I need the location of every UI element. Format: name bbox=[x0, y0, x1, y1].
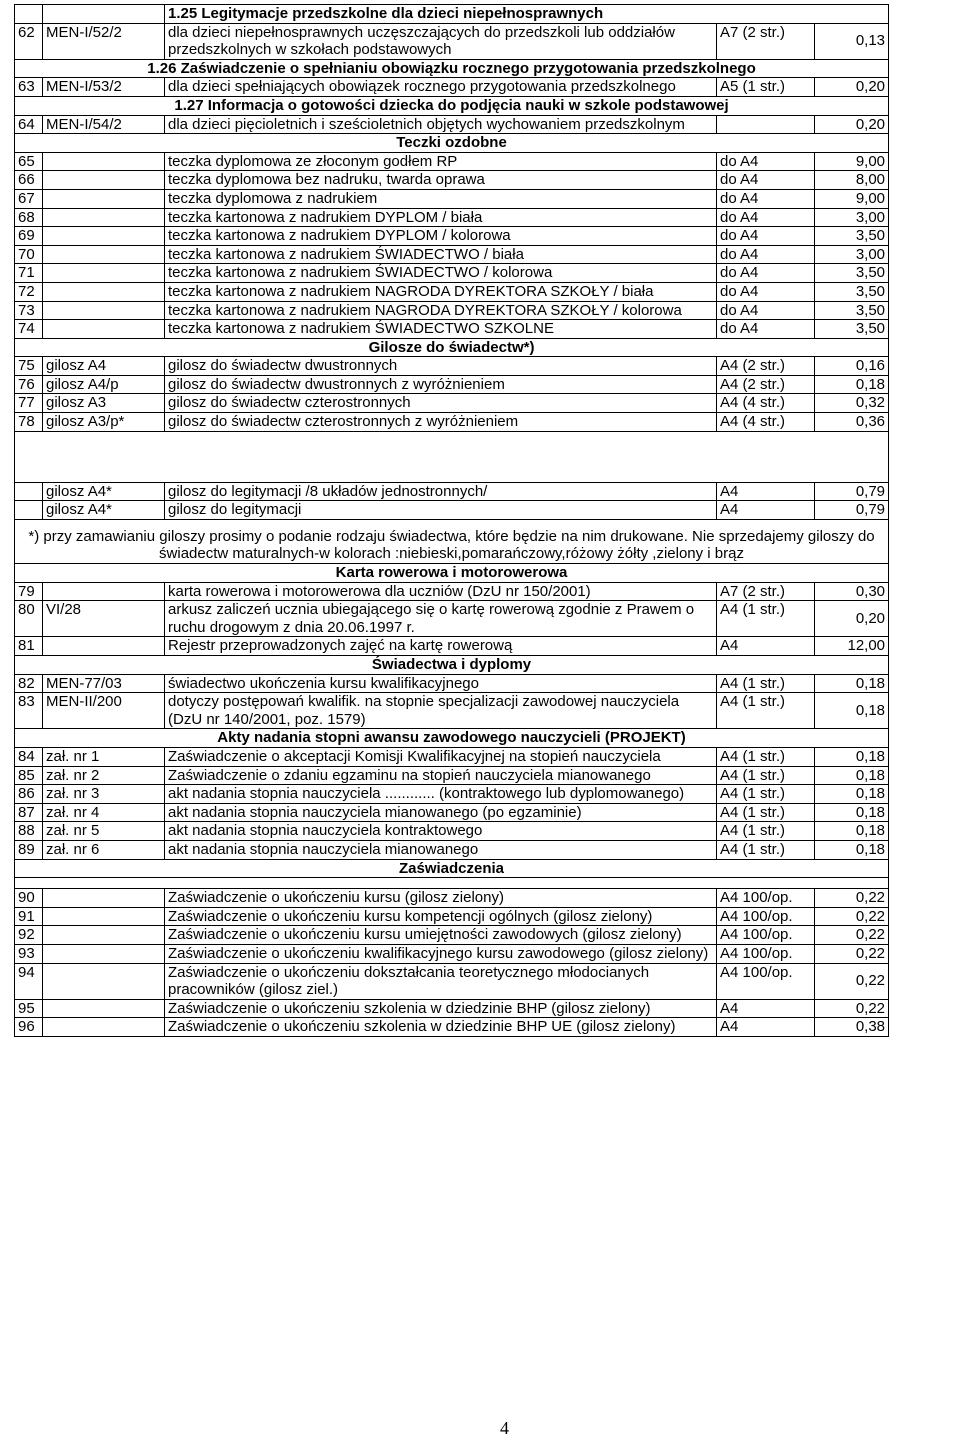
item-format: do A4 bbox=[717, 189, 815, 208]
gilosze-extra-rows bbox=[15, 482, 889, 519]
item-description: Zaświadczenie o ukończeniu kursu (gilosz zielony) bbox=[165, 889, 717, 908]
table-row bbox=[15, 926, 889, 945]
table-row bbox=[15, 501, 889, 520]
item-description: dla dzieci pięcioletnich i sześcioletnich objętych wychowaniem przedszkolnym bbox=[165, 115, 717, 134]
item-format: A4 bbox=[717, 501, 815, 520]
form-code: zał. nr 3 bbox=[43, 785, 165, 804]
form-code: MEN-II/200 bbox=[43, 693, 165, 729]
form-code: MEN-77/03 bbox=[43, 674, 165, 693]
item-description: teczka kartonowa z nadrukiem NAGRODA DYREKTORA SZKOŁY / kolorowa bbox=[165, 301, 717, 320]
table-row bbox=[15, 907, 889, 926]
item-format: A4 (1 str.) bbox=[717, 803, 815, 822]
item-format: A4 100/op. bbox=[717, 926, 815, 945]
item-format: A5 (1 str.) bbox=[717, 78, 815, 97]
table-row bbox=[15, 152, 889, 171]
item-format: do A4 bbox=[717, 282, 815, 301]
form-code: zał. nr 6 bbox=[43, 840, 165, 859]
form-code: MEN-I/52/2 bbox=[43, 23, 165, 59]
gilosze-rows bbox=[15, 357, 889, 431]
section-title: Świadectwa i dyplomy bbox=[15, 656, 889, 675]
item-description: gilosz do świadectw czterostronnych bbox=[165, 394, 717, 413]
item-format: do A4 bbox=[717, 152, 815, 171]
item-description: gilosz do świadectw dwustronnych z wyróżnieniem bbox=[165, 375, 717, 394]
item-format: A4 bbox=[717, 1018, 815, 1037]
item-price: 0,18 bbox=[815, 693, 889, 729]
item-description: teczka kartonowa z nadrukiem DYPLOM / kolorowa bbox=[165, 227, 717, 246]
item-description: akt nadania stopnia nauczyciela mianowanego (po egzaminie) bbox=[165, 803, 717, 822]
form-code bbox=[43, 1018, 165, 1037]
item-price: 0,79 bbox=[815, 482, 889, 501]
item-format: A4 100/op. bbox=[717, 889, 815, 908]
item-format: A4 100/op. bbox=[717, 907, 815, 926]
item-price: 0,22 bbox=[815, 963, 889, 999]
form-code bbox=[43, 208, 165, 227]
table-row bbox=[15, 189, 889, 208]
table-row bbox=[15, 582, 889, 601]
row-number: 80 bbox=[15, 601, 43, 637]
table-row bbox=[15, 171, 889, 190]
form-code: gilosz A3 bbox=[43, 394, 165, 413]
row-number bbox=[15, 501, 43, 520]
row-number: 81 bbox=[15, 637, 43, 656]
item-price: 3,50 bbox=[815, 264, 889, 283]
section-title: Zaświadczenia bbox=[15, 859, 889, 878]
item-description: dla dzieci niepełnosprawnych uczęszczających do przedszkoli lub oddziałów przedszkolnych w szkołach podstawowych bbox=[165, 23, 717, 59]
table-row bbox=[15, 375, 889, 394]
price-table bbox=[14, 4, 889, 1037]
item-format: do A4 bbox=[717, 264, 815, 283]
table-row bbox=[15, 320, 889, 339]
item-description: gilosz do świadectw dwustronnych bbox=[165, 357, 717, 376]
item-price: 0,22 bbox=[815, 907, 889, 926]
item-format: do A4 bbox=[717, 208, 815, 227]
item-price: 0,18 bbox=[815, 375, 889, 394]
form-code: gilosz A4/p bbox=[43, 375, 165, 394]
form-code: gilosz A4 bbox=[43, 357, 165, 376]
row-number: 73 bbox=[15, 301, 43, 320]
item-description: karta rowerowa i motorowerowa dla uczniów (DzU nr 150/2001) bbox=[165, 582, 717, 601]
item-price: 0,36 bbox=[815, 413, 889, 432]
item-price: 8,00 bbox=[815, 171, 889, 190]
row-number: 83 bbox=[15, 693, 43, 729]
row-number: 78 bbox=[15, 413, 43, 432]
row-number: 88 bbox=[15, 822, 43, 841]
item-price: 3,00 bbox=[815, 245, 889, 264]
zaswiadczenia-rows bbox=[15, 889, 889, 1037]
teczki-rows bbox=[15, 152, 889, 338]
item-price: 0,22 bbox=[815, 889, 889, 908]
item-price: 0,13 bbox=[815, 23, 889, 59]
section-header bbox=[15, 338, 889, 357]
form-code bbox=[43, 907, 165, 926]
section-header bbox=[15, 859, 889, 878]
item-format: do A4 bbox=[717, 245, 815, 264]
table-row bbox=[15, 601, 889, 637]
item-price: 0,20 bbox=[815, 115, 889, 134]
item-description: teczka kartonowa z nadrukiem ŚWIADECTWO SZKOLNE bbox=[165, 320, 717, 339]
row-number bbox=[15, 482, 43, 501]
form-code: zał. nr 1 bbox=[43, 747, 165, 766]
item-format: A4 (4 str.) bbox=[717, 394, 815, 413]
row-number: 86 bbox=[15, 785, 43, 804]
table-row bbox=[15, 115, 889, 134]
section-title: 1.26 Zaświadczenie o spełnianiu obowiązku rocznego przygotowania przedszkolnego bbox=[15, 59, 889, 78]
row-number: 65 bbox=[15, 152, 43, 171]
form-code bbox=[43, 320, 165, 339]
section-header bbox=[15, 96, 889, 115]
item-description: Zaświadczenie o ukończeniu szkolenia w dziedzinie BHP UE (gilosz zielony) bbox=[165, 1018, 717, 1037]
row-number: 93 bbox=[15, 944, 43, 963]
item-description: Zaświadczenie o ukończeniu dokształcania teoretycznego młodocianych pracowników (gilosz ziel.) bbox=[165, 963, 717, 999]
row-number: 85 bbox=[15, 766, 43, 785]
item-description: Zaświadczenie o ukończeniu kursu umiejętności zawodowych (gilosz zielony) bbox=[165, 926, 717, 945]
section-header bbox=[15, 656, 889, 675]
table-row bbox=[15, 999, 889, 1018]
row-number: 66 bbox=[15, 171, 43, 190]
table-row bbox=[15, 227, 889, 246]
item-format bbox=[717, 115, 815, 134]
item-format: A7 (2 str.) bbox=[717, 582, 815, 601]
page-number: 4 bbox=[500, 1418, 509, 1438]
section-title: Gilosze do świadectw*) bbox=[15, 338, 889, 357]
item-description: Zaświadczenie o akceptacji Komisji Kwalifikacyjnej na stopień nauczyciela bbox=[165, 747, 717, 766]
section-title: 1.27 Informacja o gotowości dziecka do podjęcia nauki w szkole podstawowej bbox=[15, 96, 889, 115]
item-description: gilosz do świadectw czterostronnych z wyróżnieniem bbox=[165, 413, 717, 432]
table-row bbox=[15, 766, 889, 785]
item-format: A4 100/op. bbox=[717, 944, 815, 963]
item-description: akt nadania stopnia nauczyciela kontraktowego bbox=[165, 822, 717, 841]
item-format: A4 bbox=[717, 637, 815, 656]
form-code bbox=[43, 963, 165, 999]
row-number: 94 bbox=[15, 963, 43, 999]
row-number: 89 bbox=[15, 840, 43, 859]
item-description: teczka dyplomowa z nadrukiem bbox=[165, 189, 717, 208]
item-price: 0,18 bbox=[815, 785, 889, 804]
table-row bbox=[15, 301, 889, 320]
row-number: 77 bbox=[15, 394, 43, 413]
row-number: 71 bbox=[15, 264, 43, 283]
form-code: gilosz A3/p* bbox=[43, 413, 165, 432]
item-format: A4 (1 str.) bbox=[717, 822, 815, 841]
form-code: gilosz A4* bbox=[43, 501, 165, 520]
item-description: dla dzieci spełniających obowiązek rocznego przygotowania przedszkolnego bbox=[165, 78, 717, 97]
row-number: 79 bbox=[15, 582, 43, 601]
item-format: A4 (1 str.) bbox=[717, 766, 815, 785]
item-price: 3,50 bbox=[815, 320, 889, 339]
section-header bbox=[15, 59, 889, 78]
item-format: A4 (1 str.) bbox=[717, 840, 815, 859]
item-description: arkusz zaliczeń ucznia ubiegającego się o kartę rowerową zgodnie z Prawem o ruchu drogowym z dnia 20.06.1997 r. bbox=[165, 601, 717, 637]
item-price: 0,18 bbox=[815, 674, 889, 693]
table-row bbox=[15, 413, 889, 432]
table-row bbox=[15, 357, 889, 376]
form-code bbox=[43, 944, 165, 963]
item-description: teczka kartonowa z nadrukiem NAGRODA DYREKTORA SZKOŁY / biała bbox=[165, 282, 717, 301]
item-format: do A4 bbox=[717, 227, 815, 246]
row-number: 64 bbox=[15, 115, 43, 134]
item-price: 0,20 bbox=[815, 78, 889, 97]
item-price: 0,20 bbox=[815, 601, 889, 637]
form-code: VI/28 bbox=[43, 601, 165, 637]
form-code: gilosz A4* bbox=[43, 482, 165, 501]
row-number: 84 bbox=[15, 747, 43, 766]
form-code: MEN-I/53/2 bbox=[43, 78, 165, 97]
item-price: 0,38 bbox=[815, 1018, 889, 1037]
form-code bbox=[43, 171, 165, 190]
karta-rows bbox=[15, 582, 889, 655]
item-price: 3,50 bbox=[815, 301, 889, 320]
table-row bbox=[15, 637, 889, 656]
row-number: 87 bbox=[15, 803, 43, 822]
item-format: A4 (1 str.) bbox=[717, 785, 815, 804]
item-price: 0,30 bbox=[815, 582, 889, 601]
price-list-page bbox=[14, 4, 888, 1037]
form-code bbox=[43, 245, 165, 264]
item-price: 0,18 bbox=[815, 803, 889, 822]
item-price: 0,79 bbox=[815, 501, 889, 520]
row-number: 90 bbox=[15, 889, 43, 908]
gilosze-note: *) przy zamawianiu giloszy prosimy o podanie rodzaju świadectwa, które będzie na nim drukowane. Nie sprzedajemy giloszy do świadectw maturalnych-w kolorach :niebieski,pomarańczowy,różowy żółty ,zielony i brąz bbox=[15, 519, 889, 563]
form-code bbox=[43, 227, 165, 246]
row-number: 96 bbox=[15, 1018, 43, 1037]
item-price: 9,00 bbox=[815, 152, 889, 171]
table-row bbox=[15, 1018, 889, 1037]
row-number: 76 bbox=[15, 375, 43, 394]
table-row bbox=[15, 78, 889, 97]
row-number: 69 bbox=[15, 227, 43, 246]
item-price: 3,50 bbox=[815, 282, 889, 301]
row-number: 63 bbox=[15, 78, 43, 97]
item-description: teczka kartonowa z nadrukiem DYPLOM / biała bbox=[165, 208, 717, 227]
item-description: akt nadania stopnia nauczyciela mianowanego bbox=[165, 840, 717, 859]
table-row bbox=[15, 889, 889, 908]
item-description: dotyczy postępowań kwalifik. na stopnie specjalizacji zawodowej nauczyciela (DzU nr 140/2001, poz. 1579) bbox=[165, 693, 717, 729]
item-price: 3,50 bbox=[815, 227, 889, 246]
form-code bbox=[43, 637, 165, 656]
table-row bbox=[15, 840, 889, 859]
item-format: A4 (2 str.) bbox=[717, 357, 815, 376]
table-row bbox=[15, 944, 889, 963]
item-price: 9,00 bbox=[815, 189, 889, 208]
item-format: do A4 bbox=[717, 171, 815, 190]
item-format: do A4 bbox=[717, 320, 815, 339]
form-code: zał. nr 5 bbox=[43, 822, 165, 841]
form-code: MEN-I/54/2 bbox=[43, 115, 165, 134]
form-code bbox=[43, 264, 165, 283]
spacer-row bbox=[15, 878, 889, 889]
row-number: 62 bbox=[15, 23, 43, 59]
form-code: zał. nr 4 bbox=[43, 803, 165, 822]
section-header bbox=[15, 729, 889, 748]
table-row bbox=[15, 747, 889, 766]
item-price: 0,22 bbox=[815, 944, 889, 963]
table-row bbox=[15, 482, 889, 501]
section-title: Teczki ozdobne bbox=[15, 134, 889, 153]
form-code bbox=[43, 999, 165, 1018]
item-description: Zaświadczenie o ukończeniu kursu kompetencji ogólnych (gilosz zielony) bbox=[165, 907, 717, 926]
item-price: 0,18 bbox=[815, 822, 889, 841]
section-header bbox=[15, 5, 889, 24]
item-description: teczka dyplomowa ze złoconym godłem RP bbox=[165, 152, 717, 171]
item-description: teczka kartonowa z nadrukiem ŚWIADECTWO / biała bbox=[165, 245, 717, 264]
row-number: 92 bbox=[15, 926, 43, 945]
table-row bbox=[15, 693, 889, 729]
table-row bbox=[15, 963, 889, 999]
table-row bbox=[15, 264, 889, 283]
item-format: A4 100/op. bbox=[717, 963, 815, 999]
item-price: 0,16 bbox=[815, 357, 889, 376]
item-price: 0,18 bbox=[815, 840, 889, 859]
table-row bbox=[15, 822, 889, 841]
item-format: A4 bbox=[717, 999, 815, 1018]
item-description: akt nadania stopnia nauczyciela ............ (kontraktowego lub dyplomowanego) bbox=[165, 785, 717, 804]
item-price: 0,22 bbox=[815, 926, 889, 945]
item-format: A4 (4 str.) bbox=[717, 413, 815, 432]
item-format: A7 (2 str.) bbox=[717, 23, 815, 59]
section-header bbox=[15, 564, 889, 583]
section-title: Akty nadania stopni awansu zawodowego nauczycieli (PROJEKT) bbox=[15, 729, 889, 748]
form-code bbox=[43, 282, 165, 301]
item-price: 0,18 bbox=[815, 766, 889, 785]
form-code bbox=[43, 889, 165, 908]
form-code bbox=[43, 582, 165, 601]
form-code bbox=[43, 189, 165, 208]
item-description: Zaświadczenie o ukończeniu kwalifikacyjnego kursu zawodowego (gilosz zielony) bbox=[165, 944, 717, 963]
item-description: teczka kartonowa z nadrukiem ŚWIADECTWO / kolorowa bbox=[165, 264, 717, 283]
section-header bbox=[15, 134, 889, 153]
row-number: 82 bbox=[15, 674, 43, 693]
table-row bbox=[15, 803, 889, 822]
akty-rows bbox=[15, 747, 889, 859]
item-description: Rejestr przeprowadzonych zajęć na kartę rowerową bbox=[165, 637, 717, 656]
row-number: 75 bbox=[15, 357, 43, 376]
item-format: A4 (1 str.) bbox=[717, 693, 815, 729]
item-price: 3,00 bbox=[815, 208, 889, 227]
item-format: A4 (1 str.) bbox=[717, 601, 815, 637]
item-price: 0,18 bbox=[815, 747, 889, 766]
item-price: 0,32 bbox=[815, 394, 889, 413]
item-price: 12,00 bbox=[815, 637, 889, 656]
table-row bbox=[15, 282, 889, 301]
item-description: świadectwo ukończenia kursu kwalifikacyjnego bbox=[165, 674, 717, 693]
row-number: 74 bbox=[15, 320, 43, 339]
item-price: 0,22 bbox=[815, 999, 889, 1018]
form-code bbox=[43, 152, 165, 171]
item-format: do A4 bbox=[717, 301, 815, 320]
item-format: A4 bbox=[717, 482, 815, 501]
item-format: A4 (1 str.) bbox=[717, 674, 815, 693]
form-code bbox=[43, 301, 165, 320]
row-number: 67 bbox=[15, 189, 43, 208]
item-format: A4 (2 str.) bbox=[717, 375, 815, 394]
row-number: 72 bbox=[15, 282, 43, 301]
form-code: zał. nr 2 bbox=[43, 766, 165, 785]
section-title: 1.25 Legitymacje przedszkolne dla dzieci niepełnosprawnych bbox=[165, 5, 889, 24]
spacer-row bbox=[15, 431, 889, 482]
row-number: 70 bbox=[15, 245, 43, 264]
item-description: teczka dyplomowa bez nadruku, twarda oprawa bbox=[165, 171, 717, 190]
swiadectwa-rows bbox=[15, 674, 889, 729]
table-row bbox=[15, 785, 889, 804]
table-row bbox=[15, 23, 889, 59]
table-row bbox=[15, 245, 889, 264]
row-number: 68 bbox=[15, 208, 43, 227]
row-number: 95 bbox=[15, 999, 43, 1018]
table-row bbox=[15, 208, 889, 227]
table-row bbox=[15, 394, 889, 413]
row-number: 91 bbox=[15, 907, 43, 926]
item-description: Zaświadczenie o ukończeniu szkolenia w dziedzinie BHP (gilosz zielony) bbox=[165, 999, 717, 1018]
table-row bbox=[15, 674, 889, 693]
item-description: gilosz do legitymacji bbox=[165, 501, 717, 520]
item-format: A4 (1 str.) bbox=[717, 747, 815, 766]
item-description: gilosz do legitymacji /8 układów jednostronnych/ bbox=[165, 482, 717, 501]
item-description: Zaświadczenie o zdaniu egzaminu na stopień nauczyciela mianowanego bbox=[165, 766, 717, 785]
note-row bbox=[15, 519, 889, 563]
section-title: Karta rowerowa i motorowerowa bbox=[15, 564, 889, 583]
form-code bbox=[43, 926, 165, 945]
